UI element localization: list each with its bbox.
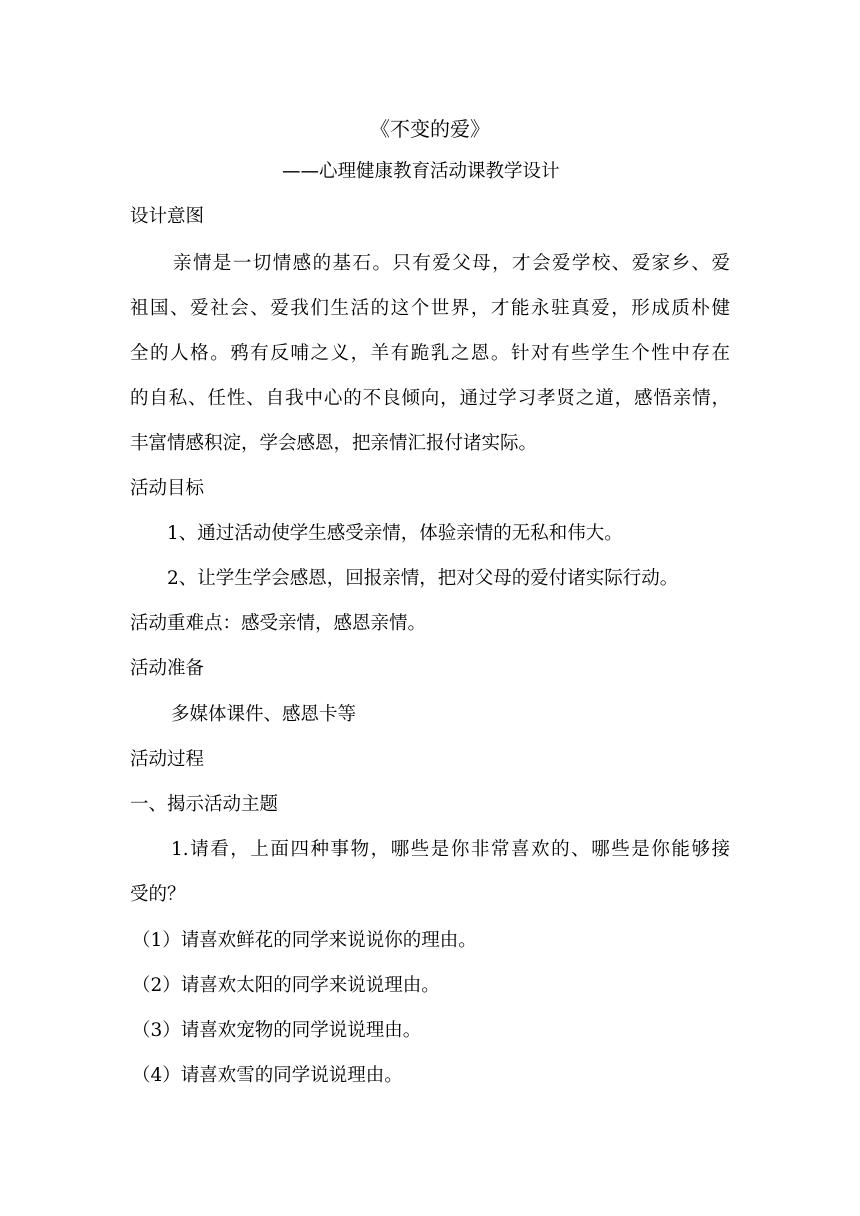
- paragraph-line-3: 全的人格。鸦有反哺之义，羊有跪乳之恩。针对有些学生个性中存在: [130, 343, 730, 364]
- paragraph-line-4: 的自私、任性、自我中心的不良倾向，通过学习孝贤之道，感悟亲情，: [130, 388, 730, 409]
- document-title: 《不变的爱》: [370, 117, 490, 141]
- paragraph-line-2: 祖国、爱社会、爱我们生活的这个世界，才能永驻真爱，形成质朴健: [130, 298, 730, 319]
- goal-item-1: 1、通过活动使学生感受亲情，体验亲情的无私和伟大。: [167, 523, 623, 544]
- key-points: 活动重难点：感受亲情，感恩亲情。: [130, 613, 427, 634]
- sub-item-1: （1）请喜欢鲜花的同学来说说你的理由。: [132, 930, 477, 951]
- sub-item-3: （3）请喜欢宠物的同学说说理由。: [132, 1020, 422, 1041]
- section-heading-preparation: 活动准备: [130, 658, 205, 679]
- sub-item-2: （2）请喜欢太阳的同学来说说理由。: [132, 975, 440, 996]
- section-heading-activity-goals: 活动目标: [130, 478, 205, 499]
- paragraph-line-5: 丰富情感积淀，学会感恩，把亲情汇报付诸实际。: [130, 433, 538, 454]
- section-heading-process: 活动过程: [130, 749, 205, 770]
- question-line-2: 受的？: [130, 884, 186, 905]
- question-line-1: 1.请看，上面四种事物，哪些是你非常喜欢的、哪些是你能够接: [171, 839, 730, 860]
- paragraph-line-1: 亲情是一切情感的基石。只有爱父母，才会爱学校、爱家乡、爱: [173, 253, 730, 274]
- section-heading-design-intent: 设计意图: [130, 206, 205, 227]
- preparation-content: 多媒体课件、感恩卡等: [171, 704, 357, 725]
- step-heading-1: 一、揭示活动主题: [130, 794, 279, 815]
- sub-item-4: （4）请喜欢雪的同学说说理由。: [132, 1065, 403, 1086]
- goal-item-2: 2、让学生学会感恩，回报亲情，把对父母的爱付诸实际行动。: [167, 568, 679, 589]
- document-subtitle: ——心理健康教育活动课教学设计: [282, 161, 560, 182]
